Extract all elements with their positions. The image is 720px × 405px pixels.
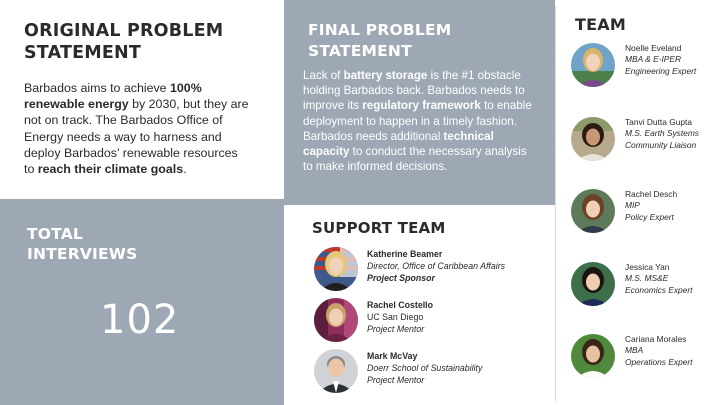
final-problem-text-segment: is the #1 obstacle holding Barbados back. Barbados needs to improve its <box>303 69 525 113</box>
support-member-name: Katherine Beamer <box>367 249 443 259</box>
team-member-jessica-yan <box>571 262 720 312</box>
total-interviews-count: 102 <box>100 297 180 343</box>
cariana-morales-avatar <box>571 334 615 378</box>
final-problem-text-segment: Lack of <box>303 69 344 82</box>
final-problem-text-segment: regulatory framework <box>362 99 481 113</box>
team-member-role: Economics Expert <box>625 284 693 295</box>
support-member-title: Director, Office of Caribbean Affairs <box>367 260 506 271</box>
team-member-cariana-morales <box>571 334 720 384</box>
team-member-name: Tanvi Dutta Gupta <box>625 117 693 127</box>
original-problem-panel <box>0 0 284 199</box>
support-member-title: UC San Diego <box>367 311 424 322</box>
support-member-role: Project Mentor <box>367 323 425 334</box>
final-problem-title <box>308 20 528 62</box>
support-member-name: Rachel Costello <box>367 300 433 310</box>
team-member-rachel-desch <box>571 189 720 239</box>
tanvi-dutta-gupta-info <box>625 117 720 151</box>
support-member-mark-mcvay <box>314 349 549 397</box>
team-member-role: Operations Expert <box>625 356 693 367</box>
support-member-role: Project Mentor <box>367 374 425 385</box>
support-member-name: Mark McVay <box>367 351 418 361</box>
final-problem-title-line1: FINAL PROBLEM <box>308 21 452 39</box>
total-interviews-panel <box>0 199 284 405</box>
original-problem-title <box>24 20 274 64</box>
support-team-title: SUPPORT TEAM <box>312 219 446 237</box>
team-member-name: Rachel Desch <box>625 189 678 199</box>
final-problem-text-segment: to enable deployment to happen in a timely fashion. Barbados needs additional <box>303 99 532 143</box>
team-member-degree: M.S. Earth Systems <box>625 128 699 139</box>
original-problem-text-segment: Barbados aims to achieve <box>24 81 171 95</box>
rachel-costello-info <box>367 300 549 335</box>
total-interviews-title <box>27 224 227 264</box>
katherine-beamer-avatar <box>314 247 358 291</box>
total-interviews-title-line2: INTERVIEWS <box>27 245 138 263</box>
team-title: TEAM <box>575 15 626 34</box>
team-member-degree: M.S. MS&E <box>625 273 669 284</box>
rachel-costello-avatar <box>314 298 358 342</box>
support-member-rachel-costello <box>314 298 549 346</box>
katherine-beamer-info <box>367 249 549 284</box>
original-problem-text-segment: by 2030, but they are not on track. The Barbados Office of Energy needs a way to harness and deploy Barbados’ renewable resources to <box>24 97 249 177</box>
final-problem-text-segment: to conduct the necessary analysis to make informed decisions. <box>303 145 527 174</box>
rachel-desch-info <box>625 189 720 223</box>
final-problem-text-segment: battery storage <box>343 69 428 82</box>
team-member-role: Policy Expert <box>625 211 674 222</box>
team-member-degree: MIP <box>625 200 640 211</box>
original-problem-text-segment: . <box>183 162 187 177</box>
jessica-yan-avatar <box>571 262 615 306</box>
mark-mcvay-info <box>367 351 549 386</box>
final-problem-panel <box>284 0 555 205</box>
team-member-noelle-eveland <box>571 43 720 93</box>
team-member-role: Engineering Expert <box>625 65 697 76</box>
original-problem-title-line2: STATEMENT <box>24 43 142 63</box>
team-member-role: Community Liaison <box>625 139 697 150</box>
team-member-degree: MBA & E-IPER <box>625 54 681 65</box>
noelle-eveland-avatar <box>571 43 615 87</box>
support-member-title: Doerr School of Sustainability <box>367 362 483 373</box>
original-problem-text-segment: reach their climate goals <box>37 162 184 177</box>
final-problem-text-segment: technical capacity <box>303 129 494 159</box>
final-problem-text <box>303 68 537 174</box>
original-problem-text-segment: 100% renewable energy <box>24 81 202 112</box>
column-divider <box>555 6 556 401</box>
noelle-eveland-info <box>625 43 720 77</box>
team-member-name: Noelle Eveland <box>625 43 682 53</box>
support-member-role: Project Sponsor <box>367 272 435 283</box>
team-member-name: Cariana Morales <box>625 334 687 344</box>
team-member-tanvi-dutta-gupta <box>571 117 720 167</box>
mark-mcvay-avatar <box>314 349 358 393</box>
team-member-degree: MBA <box>625 345 644 356</box>
total-interviews-title-line1: TOTAL <box>27 225 83 243</box>
original-problem-title-line1: ORIGINAL PROBLEM <box>24 21 224 41</box>
original-problem-text <box>24 80 250 177</box>
final-problem-title-line2: STATEMENT <box>308 42 412 60</box>
support-member-katherine-beamer <box>314 247 549 295</box>
rachel-desch-avatar <box>571 189 615 233</box>
jessica-yan-info <box>625 262 720 296</box>
tanvi-dutta-gupta-avatar <box>571 117 615 161</box>
cariana-morales-info <box>625 334 720 368</box>
team-member-name: Jessica Yan <box>625 262 670 272</box>
